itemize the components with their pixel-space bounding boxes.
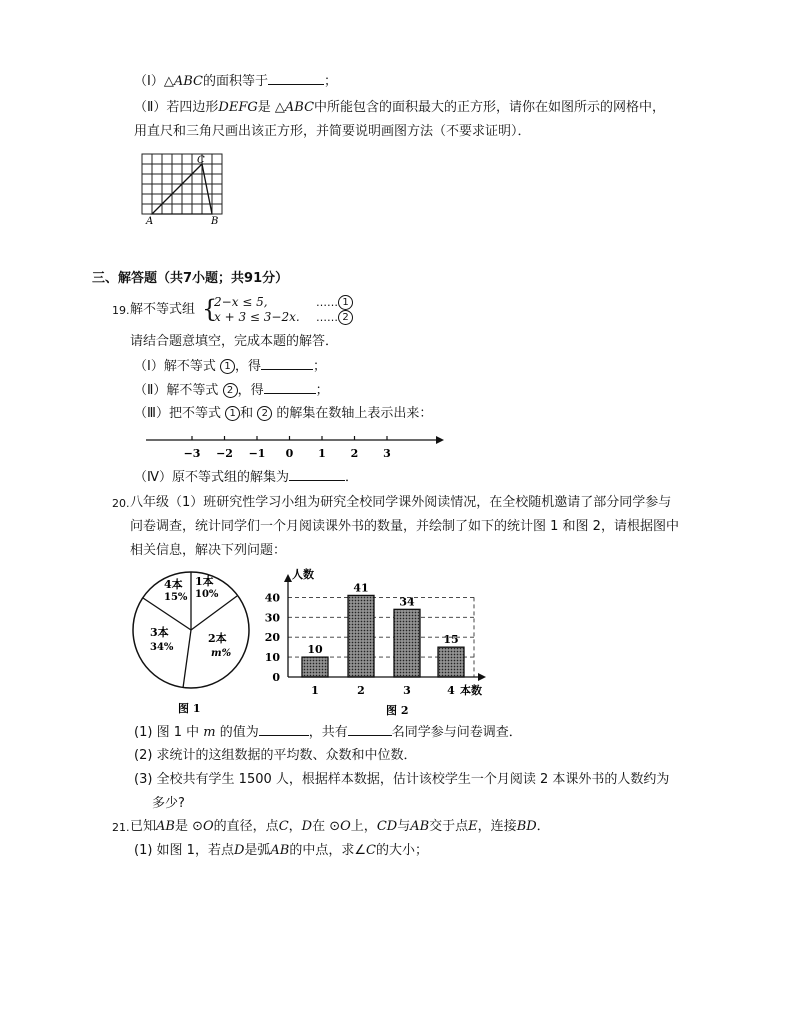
bar-value-label: 15 <box>443 633 459 647</box>
number-line <box>142 430 452 464</box>
bar-chart <box>264 564 500 720</box>
q20-sub1: (1) 图 1 中 m 的值为 ，共有 名同学参与问卷调查． <box>134 725 522 740</box>
q19-part3: （Ⅲ）把不等式 1 和 2 的解集在数轴上表示出来： <box>134 406 433 421</box>
x-tick-label: 1 <box>311 684 319 697</box>
q19-ineq2: x + 3 ≤ 3−2x. <box>214 310 300 324</box>
y-tick-label: 30 <box>264 611 280 625</box>
q20-sub3-line2: 多少? <box>152 796 185 811</box>
q21-sub1: (1) 如图 1，若点D是弧AB的中点，求∠C的大小； <box>134 843 428 858</box>
pie-label-1-name: 1本 <box>195 575 214 588</box>
y-axis-arrow <box>284 574 292 582</box>
q20-sub2: (2) 求统计的这组数据的平均数、众数和中位数． <box>134 748 417 763</box>
number-line-tick-label: 3 <box>383 447 391 460</box>
number-line-tick-label: 1 <box>318 447 326 460</box>
q19-number: 19. <box>112 304 130 317</box>
pie-label-4-name: 4本 <box>164 578 183 591</box>
q20-line2: 问卷调查，统计同学们一个月阅读课外书的数量，并绘制了如下的统计图 1 和图 2，请根据图中 <box>130 519 679 534</box>
pie-label-2-pct: m% <box>211 648 232 659</box>
q21-number: 21. <box>112 821 130 834</box>
q20-number: 20. <box>112 497 130 510</box>
x-tick-label: 3 <box>403 684 411 697</box>
y-tick-label: 40 <box>264 591 280 605</box>
label-b: B <box>211 216 219 227</box>
number-line-tick-label: 2 <box>350 447 359 460</box>
pie-label-4-pct: 15% <box>164 592 188 603</box>
bar-3 <box>394 609 420 677</box>
bar-value-label: 34 <box>399 595 415 609</box>
pie-caption: 图 1 <box>178 702 201 715</box>
bar-value-label: 41 <box>353 581 369 595</box>
number-line-tick-label: 0 <box>285 447 294 460</box>
q19-mark2: …… 2 <box>316 310 353 325</box>
y-tick-label: 10 <box>264 651 280 665</box>
pie-label-3-pct: 34% <box>150 642 174 653</box>
label-c: C <box>197 155 205 166</box>
q19-ineq1: 2−x ≤ 5, <box>214 295 268 309</box>
q20-sub3-line1: (3) 全校共有学生 1500 人，根据样本数据，估计该校学生一个月阅读 2 本课外书的人数约为 <box>134 772 670 787</box>
bar-4 <box>438 647 464 677</box>
axis-arrow <box>436 436 444 444</box>
label-a: A <box>146 216 154 227</box>
q18-part2-line2: 用直尺和三角尺画出该正方形，并简要说明画图方法（不要求证明）． <box>134 124 531 139</box>
q21-stem: 已知AB是 ⊙O的直径，点C，D在 ⊙O上，CD与AB交于点E，连接BD． <box>130 819 550 834</box>
q19-part2: （Ⅱ）解不等式 2 ，得 ； <box>134 383 329 398</box>
q20-line1: 八年级（1）班研究性学习小组为研究全校同学课外阅读情况，在全校随机邀请了部分同学参与 <box>130 495 672 510</box>
pie-divider-1-2 <box>191 596 237 630</box>
q19-brace: { <box>202 295 218 323</box>
number-line-tick-label: −3 <box>183 447 201 460</box>
bar-1 <box>302 657 328 677</box>
q20-line3: 相关信息，解决下列问题： <box>130 543 287 558</box>
x-tick-label: 4 <box>447 684 455 697</box>
pie-label-3-name: 3本 <box>150 626 169 639</box>
q18-part2: （Ⅱ）若四边形DEFG是 △ABC中所能包含的面积最大的正方形，请你在如图所示的网格中， <box>134 100 666 115</box>
q19-mark1: …… 1 <box>316 295 353 310</box>
section-title: 三、解答题（共7小题；共91分） <box>92 271 289 286</box>
x-tick-label: 2 <box>357 684 365 697</box>
q19-part4: （Ⅳ）原不等式组的解集为 ． <box>134 470 359 485</box>
q18-part1: （Ⅰ）△ABC的面积等于 ； <box>134 74 338 89</box>
pie-chart <box>128 566 258 718</box>
x-axis-arrow <box>478 673 486 681</box>
q19-part1: （Ⅰ）解不等式 1 ，得 ； <box>134 359 327 374</box>
y-tick-label: 0 <box>272 671 280 684</box>
q18-grid-figure <box>138 150 230 226</box>
y-tick-label: 20 <box>264 631 280 645</box>
number-line-tick-label: −1 <box>248 447 266 460</box>
y-axis-label: 人数 <box>292 568 314 581</box>
q19-intro: 解不等式组 <box>130 302 196 317</box>
pie-label-1-pct: 10% <box>195 589 219 600</box>
x-axis-label: 本数 <box>460 684 482 697</box>
number-line-tick-label: −2 <box>216 447 233 460</box>
bar-2 <box>348 595 374 677</box>
pie-divider-2-3 <box>183 630 191 688</box>
bar-caption: 图 2 <box>386 704 409 717</box>
pie-label-2-name: 2本 <box>208 632 227 645</box>
bar-value-label: 10 <box>307 643 323 657</box>
q19-prompt: 请结合题意填空，完成本题的解答． <box>130 334 339 349</box>
